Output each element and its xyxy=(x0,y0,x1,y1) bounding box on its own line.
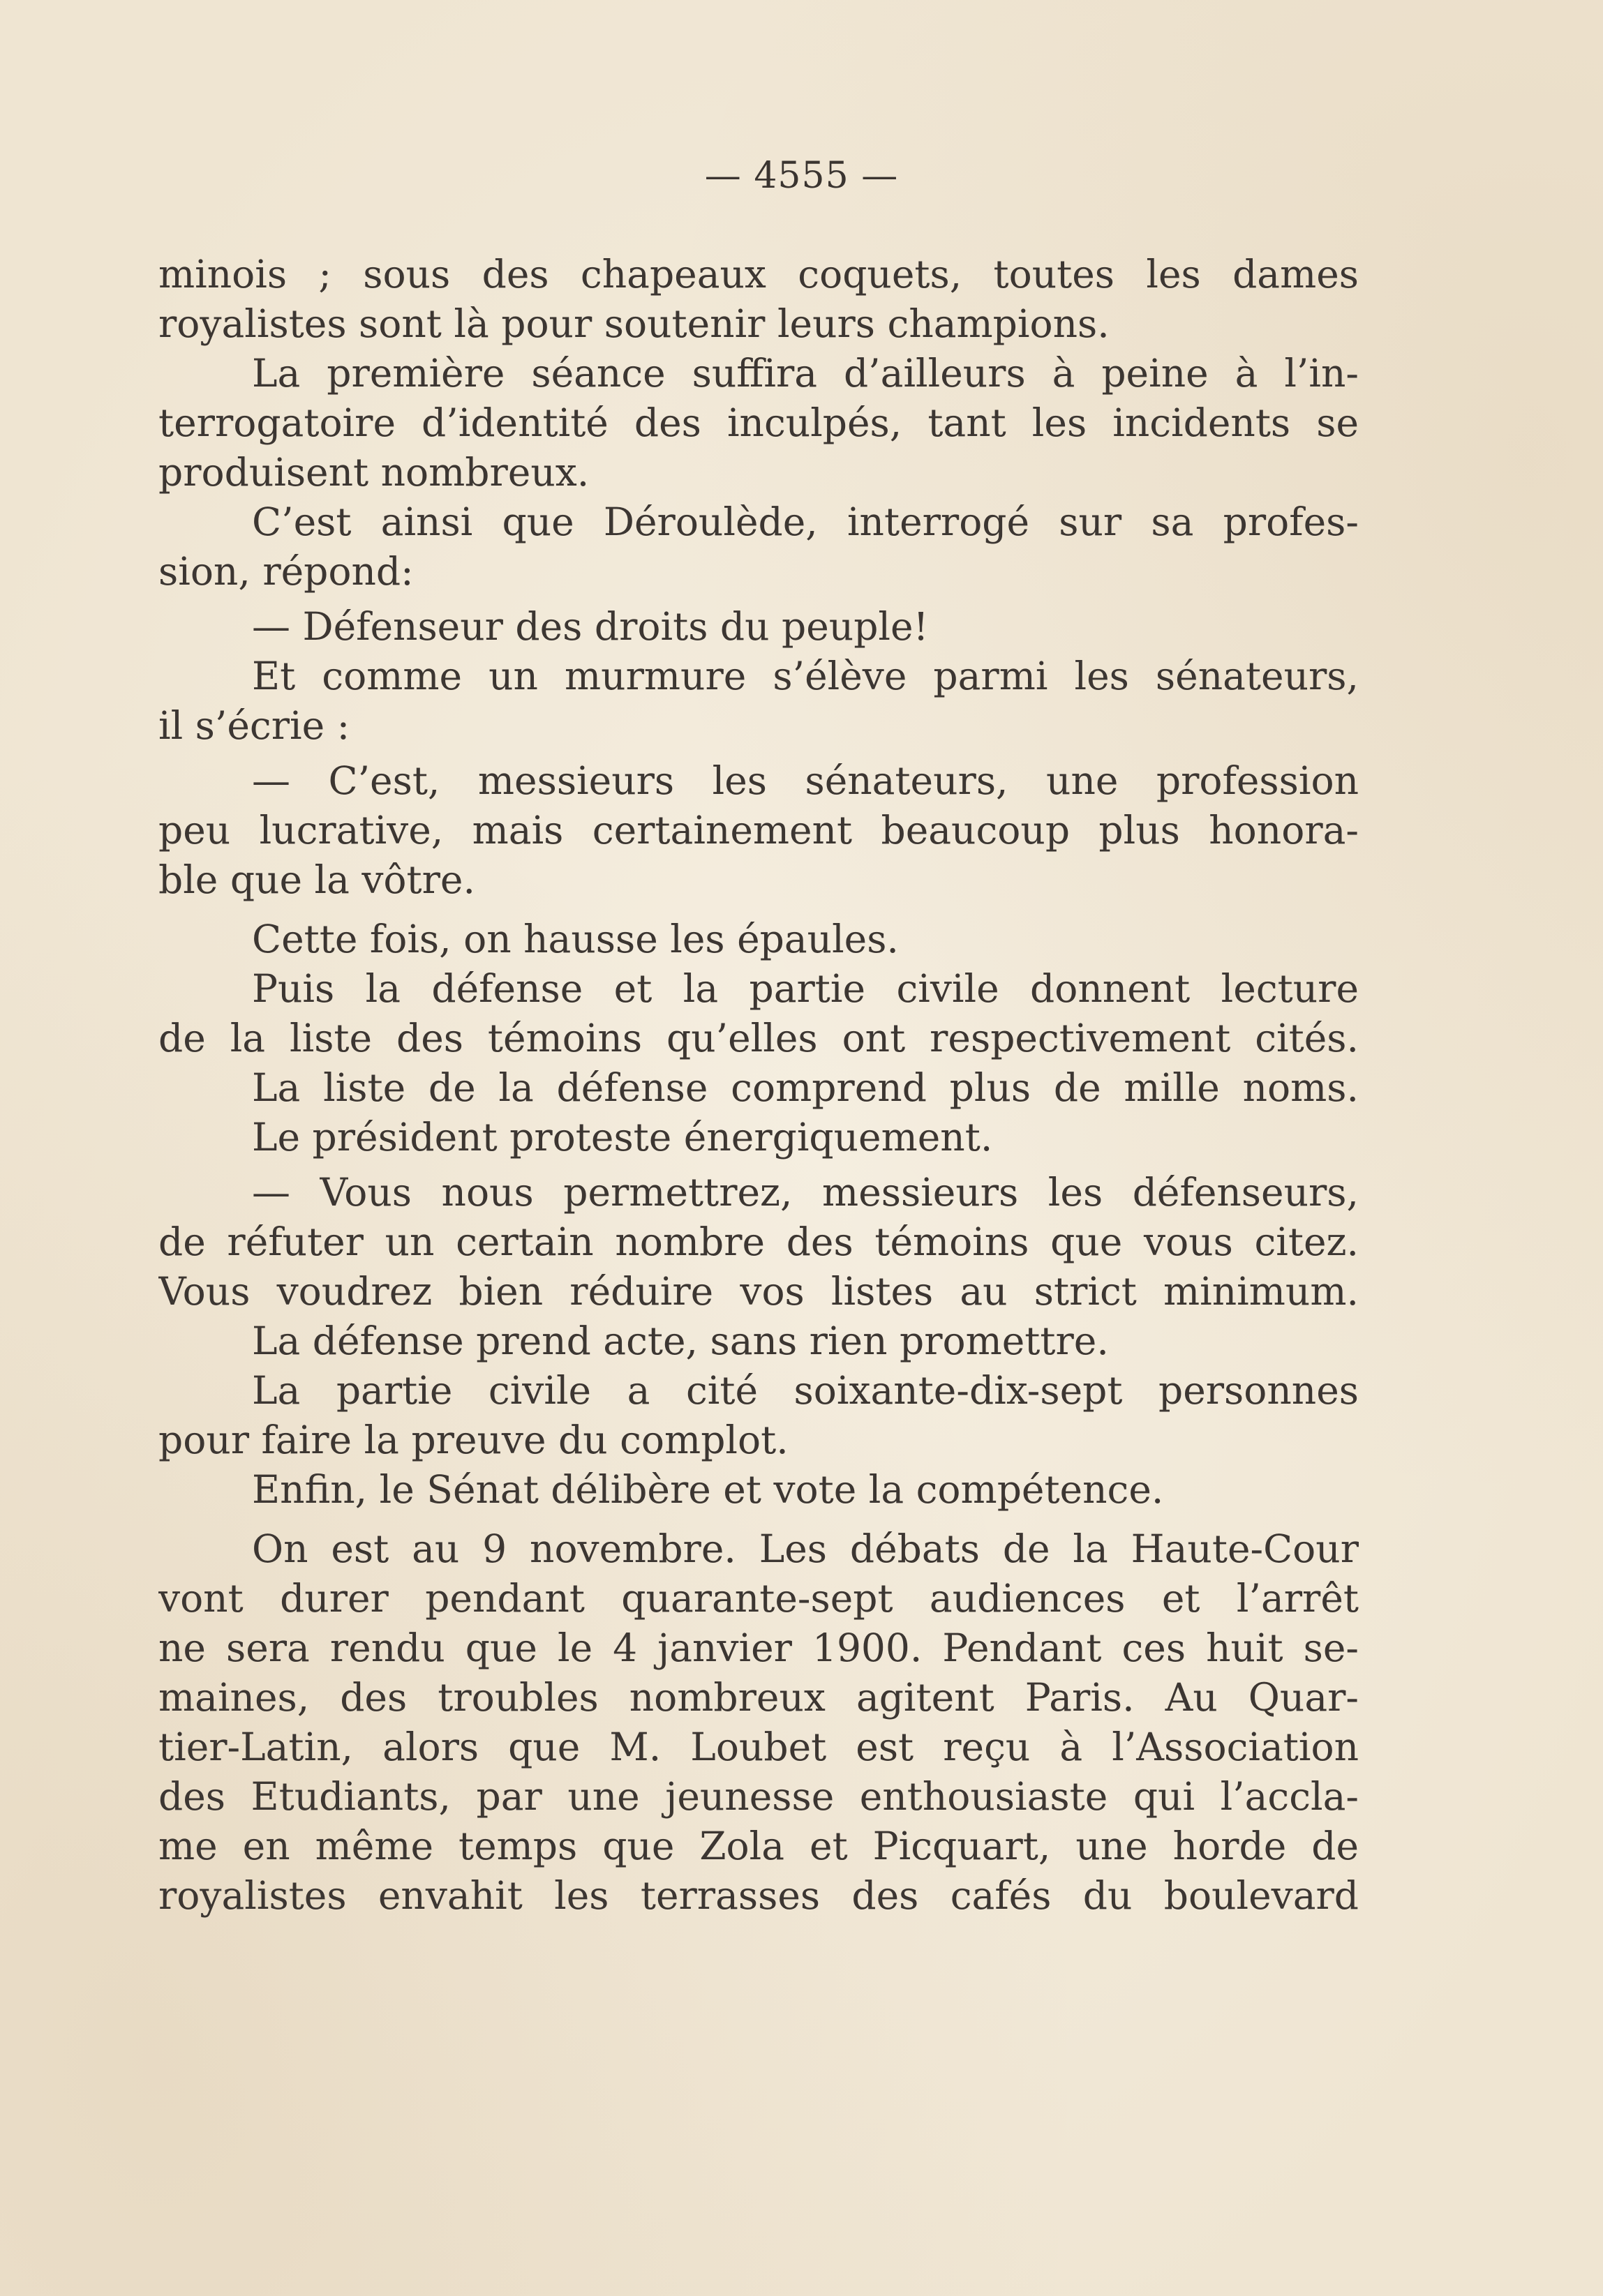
text-line: Enfin, le Sénat délibère et vote la compétence. xyxy=(252,1467,1164,1512)
body-text xyxy=(158,250,1359,1921)
text-line: La première séance suffira d’ailleurs à peine à l’in- xyxy=(252,351,1359,396)
text-line: C’est ainsi que Déroulède, interrogé sur sa profes- xyxy=(252,500,1359,544)
text-line: royalistes envahit les terrasses des cafés du boulevard xyxy=(158,1873,1359,1918)
text-line: des Etudiants, par une jeunesse enthousiaste qui l’accla- xyxy=(158,1774,1359,1819)
text-line: minois ; sous des chapeaux coquets, toutes les dames xyxy=(158,252,1359,297)
text-line: Puis la défense et la partie civile donnent lecture xyxy=(252,966,1359,1011)
text-line: maines, des troubles nombreux agitent Paris. Au Quar- xyxy=(158,1675,1359,1720)
text-line: La liste de la défense comprend plus de mille noms. xyxy=(252,1065,1359,1110)
text-line: Vous voudrez bien réduire vos listes au strict minimum. xyxy=(158,1269,1359,1314)
text-line: sion, répond: xyxy=(158,549,414,594)
text-line: tier-Latin, alors que M. Loubet est reçu à l’Association xyxy=(158,1725,1359,1769)
text-line: peu lucrative, mais certainement beaucoup plus honora- xyxy=(158,808,1359,853)
text-line: me en même temps que Zola et Picquart, une horde de xyxy=(158,1824,1359,1868)
text-line: de la liste des témoins qu’elles ont respectivement cités. xyxy=(158,1016,1359,1060)
text-line: de réfuter un certain nombre des témoins que vous citez. xyxy=(158,1220,1359,1264)
text-line: vont durer pendant quarante-sept audiences et l’arrêt xyxy=(158,1576,1359,1621)
text-line: — C’est, messieurs les sénateurs, une profession xyxy=(252,758,1359,803)
text-line: Cette fois, on hausse les épaules. xyxy=(252,917,899,961)
text-line: On est au 9 novembre. Les débats de la Haute-Cour xyxy=(252,1526,1359,1571)
text-line: royalistes sont là pour soutenir leurs champions. xyxy=(158,301,1110,346)
text-line: terrogatoire d’identité des inculpés, tant les incidents se xyxy=(158,400,1359,445)
text-line: ne sera rendu que le 4 janvier 1900. Pendant ces huit se- xyxy=(158,1626,1359,1670)
text-line: ble que la vôtre. xyxy=(158,857,475,902)
page-number: — 4555 — xyxy=(704,155,899,197)
text-line: il s’écrie : xyxy=(158,703,350,748)
text-line: La partie civile a cité soixante-dix-sept personnes xyxy=(252,1368,1359,1413)
text-line: — Défenseur des droits du peuple! xyxy=(252,604,929,649)
text-line: Et comme un murmure s’élève parmi les sénateurs, xyxy=(252,654,1359,698)
text-line: La défense prend acte, sans rien promettre. xyxy=(252,1319,1109,1363)
text-line: pour faire la preuve du complot. xyxy=(158,1418,789,1462)
text-line: Le président proteste énergiquement. xyxy=(252,1115,993,1160)
text-line: — Vous nous permettrez, messieurs les défenseurs, xyxy=(252,1170,1359,1215)
text-line: produisent nombreux. xyxy=(158,450,590,495)
